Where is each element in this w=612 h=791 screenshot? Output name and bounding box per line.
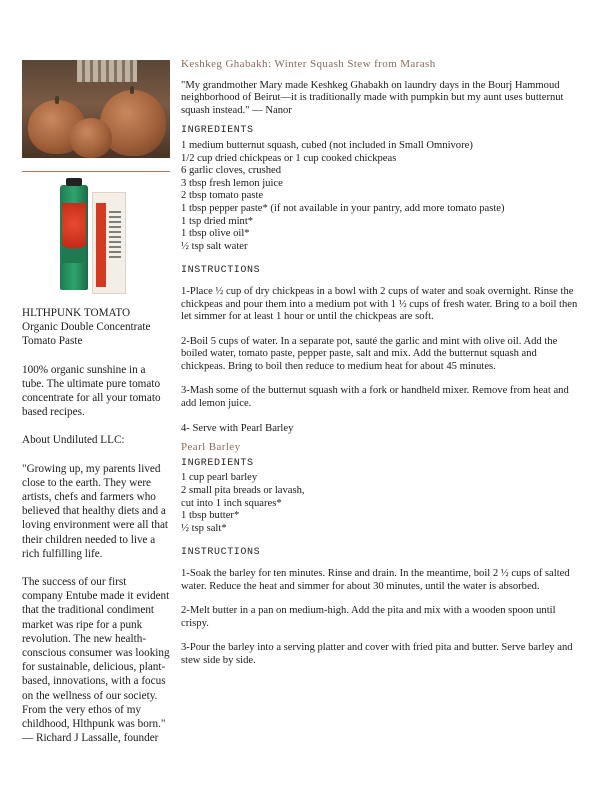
product-description: Organic Double Concentrate Tomato Paste bbox=[22, 321, 151, 348]
tube-graphic bbox=[60, 185, 88, 290]
recipe-quote: "My grandmother Mary made Keshkeg Ghabakh on laundry days in the Bourj Hammoud neighborhood of Beirut—it is traditionally made with pumpkin but my aunt uses butternut squash instead." — Nanor bbox=[181, 79, 564, 116]
product-name: HLTHPUNK TOMATO bbox=[22, 307, 131, 319]
sidebar-divider bbox=[22, 171, 170, 172]
ingredients-heading: INGREDIENTS bbox=[181, 125, 254, 137]
barley-step: 3-Pour the barley into a serving platter and cover with fried pita and butter. Serve barley and stew side by side. bbox=[181, 642, 573, 666]
squash-shape bbox=[70, 118, 112, 158]
tomato-graphic bbox=[62, 203, 86, 263]
barley-instructions-heading: INSTRUCTIONS bbox=[181, 547, 261, 559]
barley-title: Pearl Barley bbox=[181, 441, 241, 454]
list-item: ½ tsp salt* bbox=[181, 522, 227, 534]
list-item: 2 small pita breads or lavash, bbox=[181, 485, 305, 497]
ingredients-list bbox=[181, 140, 579, 253]
instruction-step: 3-Mash some of the butternut squash with a fork or handheld mixer. Remove from heat and add lemon juice. bbox=[181, 385, 569, 410]
about-paragraph-2: The success of our first company Entube made it evident that the traditional condiment market was ripe for a punk revolution. The new health-conscious consumer was looking for sustainable, delicious, plant-based, innovations, with a focus on the wellness of our society. From the very ethos of my childhood, Hlthpunk was born." — Richard J Lassalle, founder bbox=[22, 576, 170, 745]
list-item: 6 garlic cloves, crushed bbox=[181, 165, 282, 177]
list-item: 1 tbsp olive oil* bbox=[181, 228, 250, 240]
list-item: 1 tsp dried mint* bbox=[181, 215, 254, 227]
list-item: 1/2 cup dried chickpeas or 1 cup cooked chickpeas bbox=[181, 152, 397, 164]
recipe-title: Keshkeg Ghabakh: Winter Squash Stew from Marash bbox=[181, 58, 436, 70]
box-text-decor bbox=[109, 211, 121, 261]
list-item: 3 tbsp fresh lemon juice bbox=[181, 177, 283, 189]
list-item: ½ tsp salt water bbox=[181, 240, 248, 252]
instruction-step: 2-Boil 5 cups of water. In a separate pot, sauté the garlic and mint with olive oil. Add the boiled water, tomato paste, pepper paste, salt and mix. Add the butternut squash and chickpeas. Bring to boil then reduce to medium heat for about 45 minutes. bbox=[181, 335, 558, 372]
list-item: 1 medium butternut squash, cubed (not included in Small Omnivore) bbox=[181, 139, 473, 151]
list-item: 1 cup pearl barley bbox=[181, 472, 258, 484]
instructions-heading: INSTRUCTIONS bbox=[181, 265, 261, 277]
sidebar bbox=[22, 60, 170, 759]
squash-photo bbox=[22, 60, 170, 158]
barley-ingredients-list bbox=[181, 472, 579, 535]
barley-step: 2-Melt butter in a pan on medium-high. Add the pita and mix with a wooden spoon until crispy. bbox=[181, 605, 556, 629]
sidebar-text bbox=[22, 306, 170, 745]
instruction-step: 1-Place ½ cup of dry chickpeas in a bowl with 2 cups of water and soak overnight. Rinse the chickpeas and pour them into a medium pot with 1 ½ cups of fresh water. Bring to a boil then let simmer for at least 1 hour or until the chickpeas are soft. bbox=[181, 285, 578, 323]
window-decor bbox=[77, 60, 137, 82]
about-heading: About Undiluted LLC: bbox=[22, 434, 125, 447]
about-paragraph-1: "Growing up, my parents lived close to the earth. They were artists, chefs and farmers who believed that healthy diets and a loving environment were all that their children needed to live a rich fulfilling life. bbox=[22, 462, 169, 560]
barley-step: 1-Soak the barley for ten minutes. Rinse and drain. In the meantime, boil 2 ½ cups of salted water. Reduce the heat and simmer for about 30 minutes, until the water is absorbed. bbox=[181, 568, 570, 592]
squash-stem bbox=[130, 86, 134, 94]
tube-cap bbox=[66, 178, 82, 186]
box-band bbox=[96, 203, 106, 287]
recipe-main bbox=[181, 58, 579, 680]
product-image bbox=[22, 180, 170, 300]
product-tagline: 100% organic sunshine in a tube. The ultimate pure tomato concentrate for all your tomato based recipes. bbox=[22, 363, 161, 419]
box-graphic bbox=[92, 192, 126, 294]
squash-stem bbox=[55, 96, 59, 104]
instruction-step: 4- Serve with Pearl Barley bbox=[181, 422, 294, 434]
list-item: cut into 1 inch squares* bbox=[181, 497, 282, 509]
barley-ingredients-heading: INGREDIENTS bbox=[181, 457, 254, 469]
list-item: 1 tbsp pepper paste* (if not available in your pantry, add more tomato paste) bbox=[181, 202, 505, 214]
list-item: 1 tbsp butter* bbox=[181, 510, 240, 522]
list-item: 2 tbsp tomato paste bbox=[181, 190, 264, 202]
